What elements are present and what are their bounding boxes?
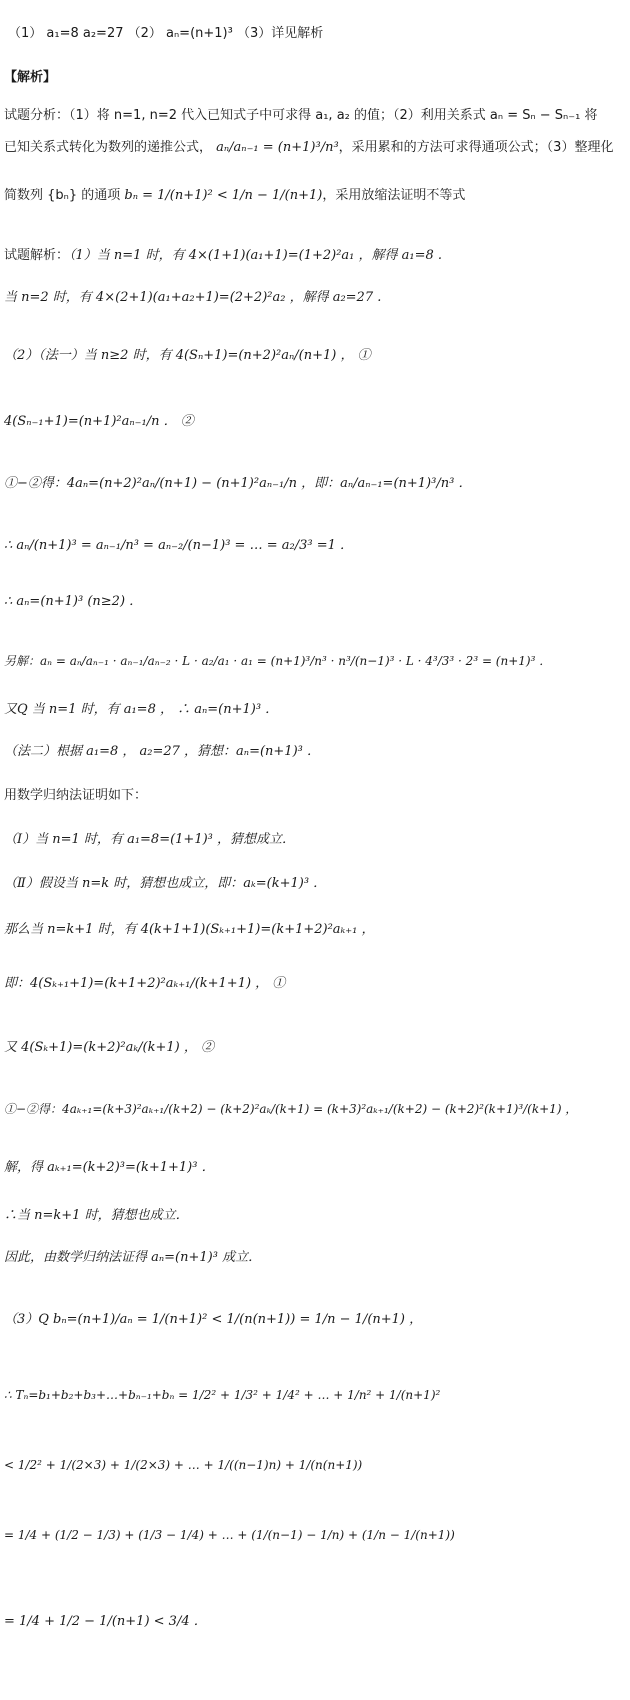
analysis-line-2: [4, 136, 630, 155]
solution-s10: （法二）根据 a₁=8 ， a₂=27 ，猜想：aₙ=(n+1)³ ．: [4, 744, 320, 759]
solution-line-12: [4, 828, 630, 847]
solution-line-6: [4, 534, 630, 553]
solution-label: 试题解析：: [4, 248, 70, 263]
solution-line-23: [4, 1458, 630, 1472]
solution-s14: 那么当 n=k+1 时，有 4(k+1+1)(Sₖ₊₁+1)=(k+1+2)²aₖ₊₁ ，: [4, 922, 375, 937]
solution-line-15: [4, 972, 630, 991]
solution-line-24: [4, 1528, 630, 1542]
solution-line-5: [4, 472, 630, 491]
solution-line-9: [4, 698, 630, 717]
analysis-p3-formula: bₙ = 1/(n+1)² < 1/n − 1/(n+1): [124, 188, 323, 203]
analysis-label: 试题分析：: [4, 108, 70, 123]
solution-s5: ①−②得：4aₙ=(n+2)²aₙ/(n+1) − (n+1)²aₙ₋₁/n ，即：aₙ/aₙ₋₁=(n+1)³/n³ ．: [4, 476, 472, 491]
solution-s24: = 1/4 + (1/2 − 1/3) + (1/3 − 1/4) + … + (1/(n−1) − 1/n) + (1/n − 1/(n+1)): [4, 1528, 455, 1542]
solution-line-16: [4, 1036, 630, 1055]
analysis-line-3: [4, 184, 630, 203]
analysis-p3-tail: ，采用放缩法证明不等式: [322, 188, 466, 203]
analysis-p3: 简数列 {bₙ} 的通项: [4, 188, 121, 203]
solution-line-18: [4, 1156, 630, 1175]
solution-s8: 另解：aₙ = aₙ/aₙ₋₁ · aₙ₋₁/aₙ₋₂ · L · a₂/a₁ · a₁ = (n+1)³/n³ · n³/(n−1)³ · L · 4³/3³ · 2³ = (n+1)³ ．: [4, 654, 552, 668]
solution-s20: 因此，由数学归纳法证得 aₙ=(n+1)³ 成立．: [4, 1250, 262, 1265]
solution-line-8: [4, 652, 630, 669]
solution-s19: ∴当 n=k+1 时，猜想也成立．: [4, 1208, 189, 1223]
solution-s4: 4(Sₙ₋₁+1)=(n+1)²aₙ₋₁/n ． ②: [4, 414, 194, 429]
solution-s1: （1）当 n=1 时，有 4×(1+1)(a₁+1)=(1+2)²a₁ ，解得 a₁=8 .: [69, 248, 443, 263]
solution-s12: （Ⅰ）当 n=1 时，有 a₁=8=(1+1)³ ，猜想成立．: [4, 832, 296, 847]
analysis-line-1: [4, 104, 630, 123]
analysis-p2-formula: aₙ/aₙ₋₁ = (n+1)³/n³: [216, 140, 339, 155]
solution-s7: ∴ aₙ=(n+1)³ (n≥2) ．: [4, 594, 143, 609]
solution-s17: ①−②得：4aₖ₊₁=(k+3)²aₖ₊₁/(k+2) − (k+2)²aₖ/(k+1) = (k+3)²aₖ₊₁/(k+2) − (k+2)²(k+1)³/(k+1) ，: [4, 1102, 578, 1116]
solution-s9: 又Q 当 n=1 时，有 a₁=8 ， ∴ aₙ=(n+1)³ ．: [4, 702, 279, 717]
solution-line-13: [4, 872, 630, 891]
solution-s13: （Ⅱ）假设当 n=k 时，猜想也成立，即：aₖ=(k+1)³ ．: [4, 876, 327, 891]
solution-s11: 用数学归纳法证明如下：: [4, 788, 148, 803]
solution-s3: （2）（法一）当 n≥2 时，有 4(Sₙ+1)=(n+2)²aₙ/(n+1) ， ①: [4, 348, 371, 363]
heading-text: 【解析】: [4, 70, 57, 85]
analysis-p2: 已知关系式转化为数列的递推公式，: [4, 140, 213, 155]
solution-line-19: [4, 1204, 630, 1223]
solution-line-1: [4, 244, 630, 263]
solution-line-22: [4, 1388, 630, 1402]
solution-line-10: [4, 740, 630, 759]
solution-line-2: [4, 286, 630, 305]
solution-s18: 解，得 aₖ₊₁=(k+2)³=(k+1+1)³ ．: [4, 1160, 215, 1175]
solution-line-3: [4, 344, 630, 363]
answer-text: （1） a₁=8 a₂=27 （2） aₙ=(n+1)³ （3）详见解析: [8, 26, 324, 41]
section-heading: [4, 66, 630, 85]
solution-line-20: [4, 1246, 630, 1265]
solution-s15: 即：4(Sₖ₊₁+1)=(k+1+2)²aₖ₊₁/(k+1+1) ， ①: [4, 976, 286, 991]
solution-line-21: [4, 1308, 630, 1327]
solution-line-7: [4, 590, 630, 609]
solution-s23: < 1/2² + 1/(2×3) + 1/(2×3) + … + 1/((n−1)n) + 1/(n(n+1)): [4, 1458, 363, 1472]
answer-line: [8, 22, 630, 41]
solution-line-17: [4, 1100, 630, 1117]
analysis-p1: （1）将 n=1, n=2 代入已知式子中可求得 a₁, a₂ 的值；（2）利用关系式 aₙ = Sₙ − Sₙ₋₁ 将: [69, 108, 598, 123]
solution-line-14: [4, 918, 630, 937]
solution-s2: 当 n=2 时，有 4×(2+1)(a₁+a₂+1)=(2+2)²a₂ ，解得 a₂=27 .: [4, 290, 382, 305]
solution-s22: ∴ Tₙ=b₁+b₂+b₃+…+bₙ₋₁+bₙ = 1/2² + 1/3² + 1/4² + … + 1/n² + 1/(n+1)²: [4, 1388, 441, 1402]
solution-s6: ∴ aₙ/(n+1)³ = aₙ₋₁/n³ = aₙ₋₂/(n−1)³ = … = a₂/3³ =1 ．: [4, 538, 353, 553]
solution-line-11: [4, 784, 630, 803]
solution-s21: （3）Q bₙ=(n+1)/aₙ = 1/(n+1)² < 1/(n(n+1)) = 1/n − 1/(n+1) ，: [4, 1312, 423, 1327]
solution-s16: 又 4(Sₖ+1)=(k+2)²aₖ/(k+1) ， ②: [4, 1040, 214, 1055]
analysis-p2-tail: ，采用累和的方法可求得通项公式；（3）整理化: [338, 140, 614, 155]
solution-line-4: [4, 410, 630, 429]
solution-s25: = 1/4 + 1/2 − 1/(n+1) < 3/4 ．: [4, 1614, 207, 1629]
solution-line-25: [4, 1610, 630, 1629]
